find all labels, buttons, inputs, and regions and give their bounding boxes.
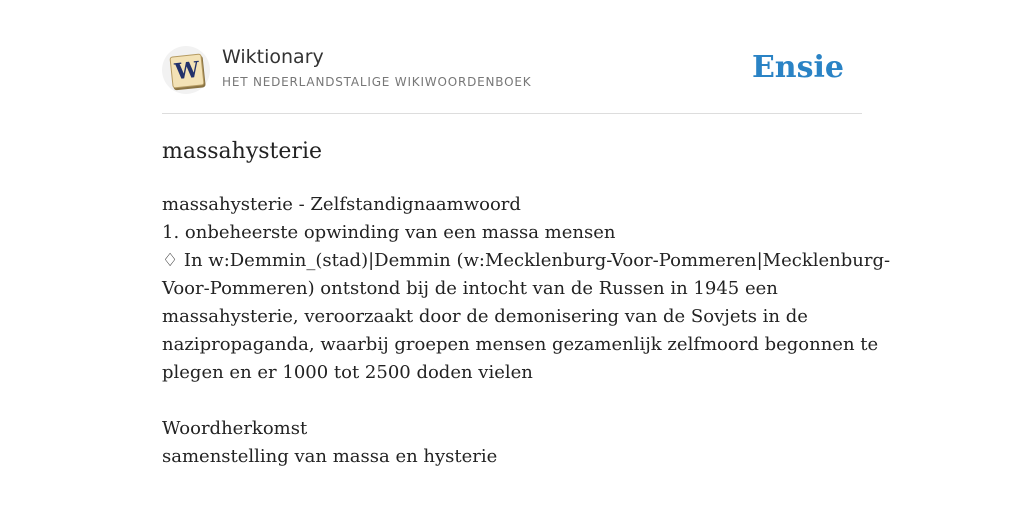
header-divider bbox=[162, 113, 862, 114]
site-tagline: HET NEDERLANDSTALIGE WIKIWOORDENBOEK bbox=[222, 75, 532, 89]
example-line: ♢ In w:Demmin_(stad)|Demmin (w:Mecklenburg-Voor-Pommeren|Mecklenburg- bbox=[162, 250, 891, 271]
example-line: Voor-Pommeren) ontstond bij de intocht van de Russen in 1945 een bbox=[162, 278, 778, 299]
spacer bbox=[162, 387, 862, 415]
logo-letter: W bbox=[173, 56, 201, 86]
etymology-heading: Woordherkomst bbox=[162, 418, 308, 439]
page-title: massahysterie bbox=[162, 139, 322, 164]
brand-logo[interactable]: Ensie bbox=[751, 50, 844, 85]
example-line: nazipropaganda, waarbij groepen mensen gezamenlijk zelfmoord begonnen te bbox=[162, 334, 879, 355]
etymology-text: samenstelling van massa en hysterie bbox=[162, 446, 498, 467]
wiktionary-logo-icon[interactable] bbox=[162, 46, 210, 94]
definition-line: massahysterie - Zelfstandignaamwoord bbox=[162, 194, 521, 215]
example-line: massahysterie, veroorzaakt door de demonisering van de Sovjets in de bbox=[162, 306, 808, 327]
site-name[interactable]: Wiktionary bbox=[222, 46, 324, 68]
site-header bbox=[162, 44, 862, 96]
logo-tile bbox=[169, 53, 204, 88]
entry-content bbox=[162, 191, 891, 471]
example-line: plegen en er 1000 tot 2500 doden vielen bbox=[162, 362, 533, 383]
definition-line: 1. onbeheerste opwinding van een massa mensen bbox=[162, 222, 616, 243]
